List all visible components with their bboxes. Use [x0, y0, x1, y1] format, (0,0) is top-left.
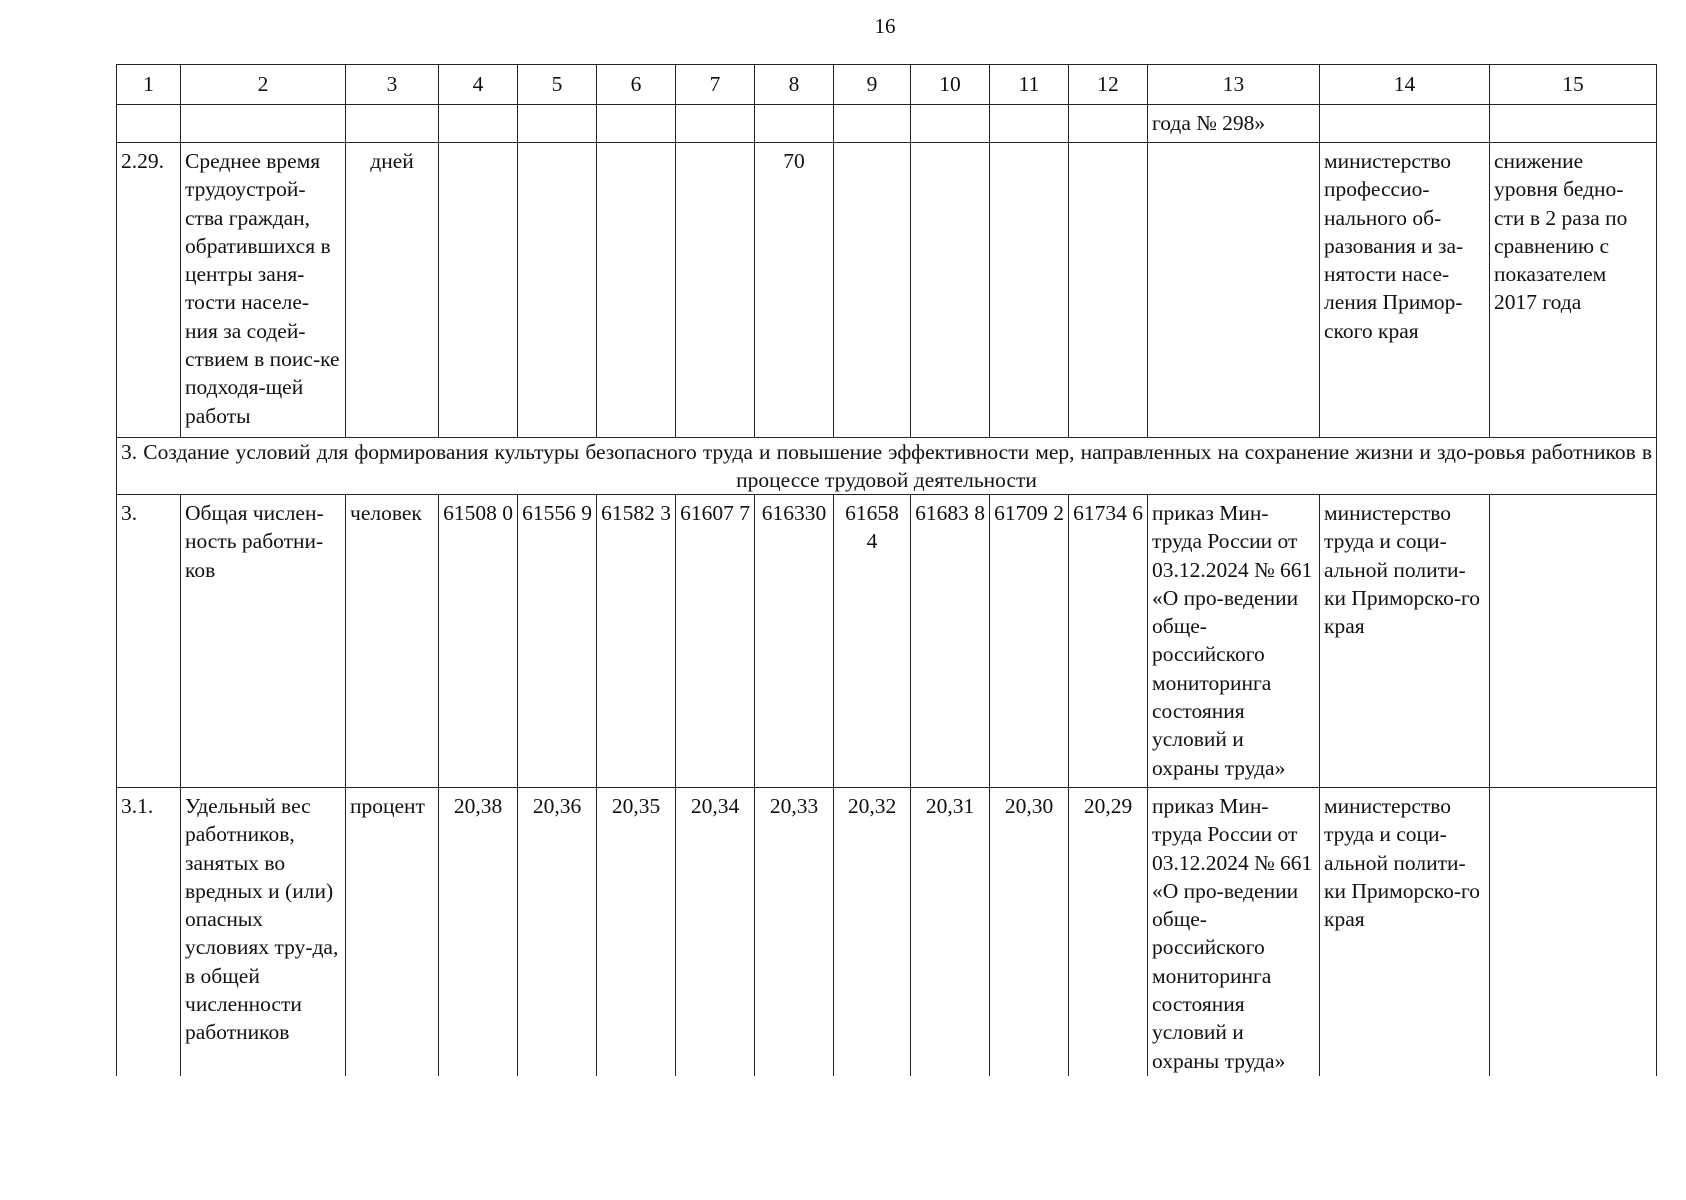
- legal-basis-cell: [1148, 143, 1320, 438]
- value-cell: [518, 143, 597, 438]
- column-header: 9: [834, 65, 911, 105]
- value-cell: [676, 143, 755, 438]
- value-cell: 61582 3: [597, 495, 676, 788]
- column-header: 6: [597, 65, 676, 105]
- legal-basis-cell: приказ Мин-труда России от 03.12.2024 № 661 «О про-ведении обще-российского мониторинга состояния условий и охраны труда»: [1148, 495, 1320, 788]
- value-cell: 61709 2: [990, 495, 1069, 788]
- column-header: 10: [911, 65, 990, 105]
- value-cell: 61683 8: [911, 495, 990, 788]
- value-cell: 616330: [755, 495, 834, 788]
- indicator-name-cell: Удельный вес работников, занятых во вредных и (или) опасных условиях тру-да, в общей численности работников: [181, 788, 346, 1077]
- column-header: 7: [676, 65, 755, 105]
- value-cell: 20,29: [1069, 788, 1148, 1077]
- column-header: 3: [346, 65, 439, 105]
- goal-link-cell: [1490, 788, 1657, 1077]
- legal-basis-cell: приказ Мин-труда России от 03.12.2024 № 661 «О про-ведении обще-российского мониторинга состояния условий и охраны труда»: [1148, 788, 1320, 1077]
- indicators-table: [116, 64, 1657, 1076]
- value-cell: 61734 6: [1069, 495, 1148, 788]
- column-header: 8: [755, 65, 834, 105]
- column-header: 11: [990, 65, 1069, 105]
- section-heading-cell: [117, 438, 1657, 495]
- section-heading-row: [117, 438, 1657, 495]
- responsible-body-cell: министерство труда и соци-альной полити-ки Приморско-го края: [1320, 495, 1490, 788]
- goal-link-cell: [1490, 495, 1657, 788]
- column-header: 1: [117, 65, 181, 105]
- table-cell: [755, 105, 834, 143]
- column-header: 4: [439, 65, 518, 105]
- table-cell: [597, 105, 676, 143]
- unit-cell: дней: [346, 143, 439, 438]
- indicator-name-cell: Среднее время трудоустрой-ства граждан, обратившихся в центры заня-тости населе-ния за содей-ствием в поис-ке подходя-щей работы: [181, 143, 346, 438]
- value-cell: [834, 143, 911, 438]
- value-cell: 20,38: [439, 788, 518, 1077]
- row-number-cell: 2.29.: [117, 143, 181, 438]
- table-cell: [990, 105, 1069, 143]
- page-number: 16: [874, 14, 896, 38]
- table-cell: [1320, 105, 1490, 143]
- value-cell: [911, 143, 990, 438]
- unit-cell: человек: [346, 495, 439, 788]
- row-number-cell: 3.: [117, 495, 181, 788]
- column-header: 5: [518, 65, 597, 105]
- column-header: 2: [181, 65, 346, 105]
- indicator-name-cell: Общая числен-ность работни-ков: [181, 495, 346, 788]
- column-header: 12: [1069, 65, 1148, 105]
- column-header: 15: [1490, 65, 1657, 105]
- table-row-3-1: [117, 788, 1657, 1077]
- value-cell: 61508 0: [439, 495, 518, 788]
- table-cell: [439, 105, 518, 143]
- value-cell: [990, 143, 1069, 438]
- table-cell: [834, 105, 911, 143]
- table-cell: [181, 105, 346, 143]
- value-cell: [1069, 143, 1148, 438]
- value-cell: 20,30: [990, 788, 1069, 1077]
- section-heading-text: 3. Создание условий для формирования культуры безопасного труда и повышение эффективности мер, направленных на сохранение жизни и здо-ровья работников в процессе трудовой деятельности: [121, 440, 1652, 492]
- goal-link-cell: снижение уровня бедно-сти в 2 раза по сравнению с показателем 2017 года: [1490, 143, 1657, 438]
- table-cell: [518, 105, 597, 143]
- value-cell: [439, 143, 518, 438]
- value-cell: 20,31: [911, 788, 990, 1077]
- value-cell: 20,32: [834, 788, 911, 1077]
- responsible-body-cell: министерство труда и соци-альной полити-ки Приморско-го края: [1320, 788, 1490, 1077]
- value-cell: 20,35: [597, 788, 676, 1077]
- column-header: 14: [1320, 65, 1490, 105]
- column-header: 13: [1148, 65, 1320, 105]
- table-row-3: [117, 495, 1657, 788]
- value-cell: 20,36: [518, 788, 597, 1077]
- value-cell: 61607 7: [676, 495, 755, 788]
- column-number-header-row: [117, 65, 1657, 105]
- legal-basis-cell: года № 298»: [1148, 105, 1320, 143]
- value-cell: 20,33: [755, 788, 834, 1077]
- value-cell: [597, 143, 676, 438]
- table-cell: [676, 105, 755, 143]
- value-cell: 70: [755, 143, 834, 438]
- value-cell: 61556 9: [518, 495, 597, 788]
- unit-cell: процент: [346, 788, 439, 1077]
- table-row-2-29: [117, 143, 1657, 438]
- continuation-row: [117, 105, 1657, 143]
- table-cell: [346, 105, 439, 143]
- value-cell: 61658 4: [834, 495, 911, 788]
- table-cell: [1069, 105, 1148, 143]
- responsible-body-cell: министерство профессио-нального об-разования и за-нятости насе-ления Примор-ского края: [1320, 143, 1490, 438]
- row-number-cell: 3.1.: [117, 788, 181, 1077]
- table-cell: [117, 105, 181, 143]
- table-cell: [1490, 105, 1657, 143]
- value-cell: 20,34: [676, 788, 755, 1077]
- table-cell: [911, 105, 990, 143]
